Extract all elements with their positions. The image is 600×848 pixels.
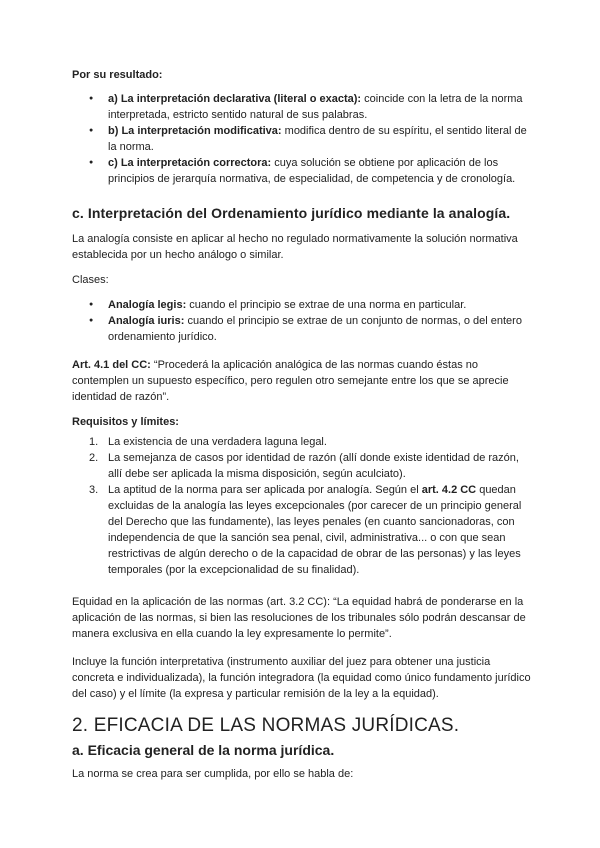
list-item xyxy=(72,434,532,450)
list-item xyxy=(72,313,532,345)
resultado-list xyxy=(72,91,532,187)
item-lead: Analogía iuris: xyxy=(108,315,185,327)
item-text: cuya solución se obtiene por aplicación de los principios de jerarquía normativa, de especialidad, de competencia y de cronología. xyxy=(108,157,516,185)
requisitos-heading: Requisitos y límites: xyxy=(72,416,179,428)
item-text: cuando el principio se extrae de una norma en particular. xyxy=(186,299,467,311)
item-text: La semejanza de casos por identidad de razón (allí donde existe identidad de razón, allí debe ser aplicada la misma disposición, según aculciato). xyxy=(108,452,519,480)
item-text: La aptitud de la norma para ser aplicada por analogía. Según el xyxy=(108,484,422,496)
art-4-1-paragraph xyxy=(72,357,532,405)
analogia-intro: La analogía consiste en aplicar al hecho no regulado normativamente la solución normativa establecida por un hecho análogo o similar. xyxy=(72,233,518,261)
eficacia-text: La norma se crea para ser cumplida, por ello se habla de: xyxy=(72,768,354,780)
item-text: modifica dentro de su espíritu, el sentido literal de la norma. xyxy=(108,125,527,153)
art-lead: Art. 4.1 del CC: xyxy=(72,359,151,371)
incluye-paragraph: Incluye la función interpretativa (instrumento auxiliar del juez para obtener una justicia concreta e individualizada), la función integradora (la equidad como único fundamento jurídico del caso) y el límite (la expresa y particular remisión de la ley a la equidad). xyxy=(72,656,531,700)
section-title-analogia: c. Interpretación del Ordenamiento jurídico mediante la analogía. xyxy=(72,205,511,221)
item-text: La existencia de una verdadera laguna legal. xyxy=(108,436,327,448)
list-item xyxy=(72,123,532,155)
item-number: 1. xyxy=(89,436,99,448)
list-item xyxy=(72,482,532,578)
item-text: cuando el principio se extrae de un conjunto de normas, o del entero ordenamiento jurídico. xyxy=(108,315,522,343)
clases-list xyxy=(72,297,532,345)
item-bold: art. 4.2 CC xyxy=(421,484,477,496)
item-lead: b) La interpretación modificativa: xyxy=(108,125,282,137)
item-number: 3. xyxy=(89,484,99,496)
section-heading-resultado: Por su resultado: xyxy=(72,69,163,81)
list-item xyxy=(72,297,532,313)
item-number: 2. xyxy=(89,452,99,464)
item-lead: a) La interpretación declarativa (literal o exacta): xyxy=(108,93,362,105)
equidad-paragraph: Equidad en la aplicación de las normas (art. 3.2 CC): “La equidad habrá de ponderarse en la aplicación de las normas, si bien las resoluciones de los tribunales sólo podrán descansar de manera exclusiva en ella cuando la ley expresamente lo permite”. xyxy=(72,596,526,640)
item-lead: c) La interpretación correctora: xyxy=(108,157,272,169)
requisitos-list xyxy=(72,434,532,578)
subsection-title-eficacia-general: a. Eficacia general de la norma jurídica. xyxy=(72,742,335,758)
item-text: coincide con la letra de la norma interpretada, estricto sentido natural de sus palabras. xyxy=(108,93,523,121)
document-page xyxy=(72,67,532,782)
section-title-eficacia: 2. EFICACIA DE LAS NORMAS JURÍDICAS. xyxy=(72,715,460,736)
clases-label: Clases: xyxy=(72,274,109,286)
list-item xyxy=(72,450,532,482)
art-text: “Procederá la aplicación analógica de las normas cuando éstas no contemplen un supuesto específico, pero regulen otro semejante entre los que se aprecie identidad de razón”. xyxy=(72,359,509,403)
item-lead: Analogía legis: xyxy=(108,299,187,311)
list-item xyxy=(72,91,532,123)
list-item xyxy=(72,155,532,187)
item-text: quedan excluidas de la analogía las leyes excepcionales (por carecer de un principio general del Derecho que las fundamente), las leyes penales (en cuanto sancionadoras, con independencia de que la sanción sea penal, civil, administrativa... o con que sean restrictivas de algún derecho o de la capacidad de obrar de las personas) y las leyes temporales (por la excepcionalidad de su finalidad). xyxy=(108,484,522,576)
